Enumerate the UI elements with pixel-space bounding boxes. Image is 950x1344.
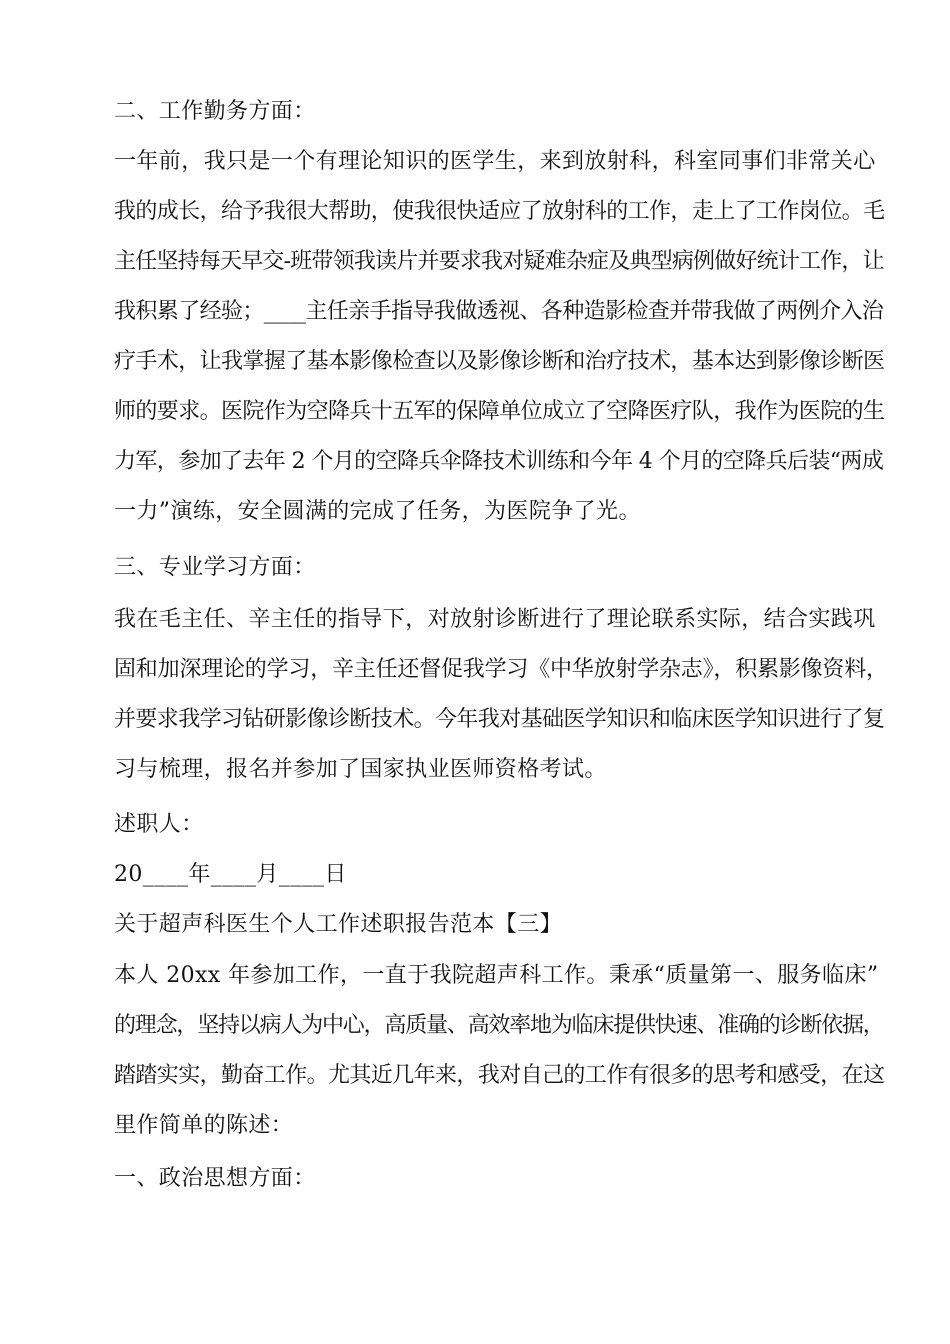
paragraph-1-line-7: 力军，参加了去年 2 个月的空降兵伞降技术训练和今年 4 个月的空降兵后装“两成: [114, 449, 884, 474]
paragraph-1-line-6: 师的要求。医院作为空降兵十五军的保障单位成立了空降医疗队，我作为医院的生: [114, 399, 885, 424]
paragraph-2-line-4: 习与梳理，报名并参加了国家执业医师资格考试。: [114, 757, 607, 782]
paragraph-1-line-4: 我积累了经验；____主任亲手指导我做透视、各种造影检查并带我做了两例介入治: [114, 299, 884, 324]
heading-politics: 一、政治思想方面：: [114, 1166, 316, 1191]
paragraph-1-line-3: 主任坚持每天早交-班带领我读片并要求我对疑难杂症及典型病例做好统计工作，让: [114, 249, 884, 274]
paragraph-3-line-1: 本人 20xx 年参加工作，一直于我院超声科工作。秉承“质量第一、服务临床”: [114, 963, 879, 988]
paragraph-1-line-1: 一年前，我只是一个有理论知识的医学生，来到放射科，科室同事们非常关心: [114, 149, 876, 174]
section-title: 关于超声科医生个人工作述职报告范本【三】: [114, 912, 563, 937]
paragraph-3-line-3: 踏踏实实，勤奋工作。尤其近几年来，我对自己的工作有很多的思考和感受，在这: [114, 1063, 885, 1088]
heading-study: 三、专业学习方面：: [114, 555, 316, 580]
heading-work: 二、工作勤务方面：: [114, 99, 316, 124]
date-line: 20____年____月____日: [114, 862, 347, 887]
paragraph-3-line-2: 的理念，坚持以病人为中心，高质量、高效率地为临床提供快速、准确的诊断依据，: [114, 1013, 884, 1038]
paragraph-2-line-3: 并要求我学习钻研影像诊断技术。今年我对基础医学知识和临床医学知识进行了复: [114, 707, 885, 732]
paragraph-1-line-8: 一力”演练，安全圆满的完成了任务，为医院争了光。: [114, 499, 641, 524]
paragraph-2-line-1: 我在毛主任、辛主任的指导下，对放射诊断进行了理论联系实际，结合实践巩: [114, 607, 876, 632]
paragraph-2-line-2: 固和加深理论的学习，辛主任还督促我学习《中华放射学杂志》，积累影像资料，: [114, 657, 888, 682]
reporter-label: 述职人：: [114, 812, 204, 837]
paragraph-1-line-2: 我的成长，给予我很大帮助，使我很快适应了放射科的工作，走上了工作岗位。毛: [114, 199, 885, 224]
paragraph-1-line-5: 疗手术，让我掌握了基本影像检查以及影像诊断和治疗技术，基本达到影像诊断医: [114, 349, 885, 374]
paragraph-3-line-4: 里作简单的陈述：: [114, 1113, 294, 1138]
